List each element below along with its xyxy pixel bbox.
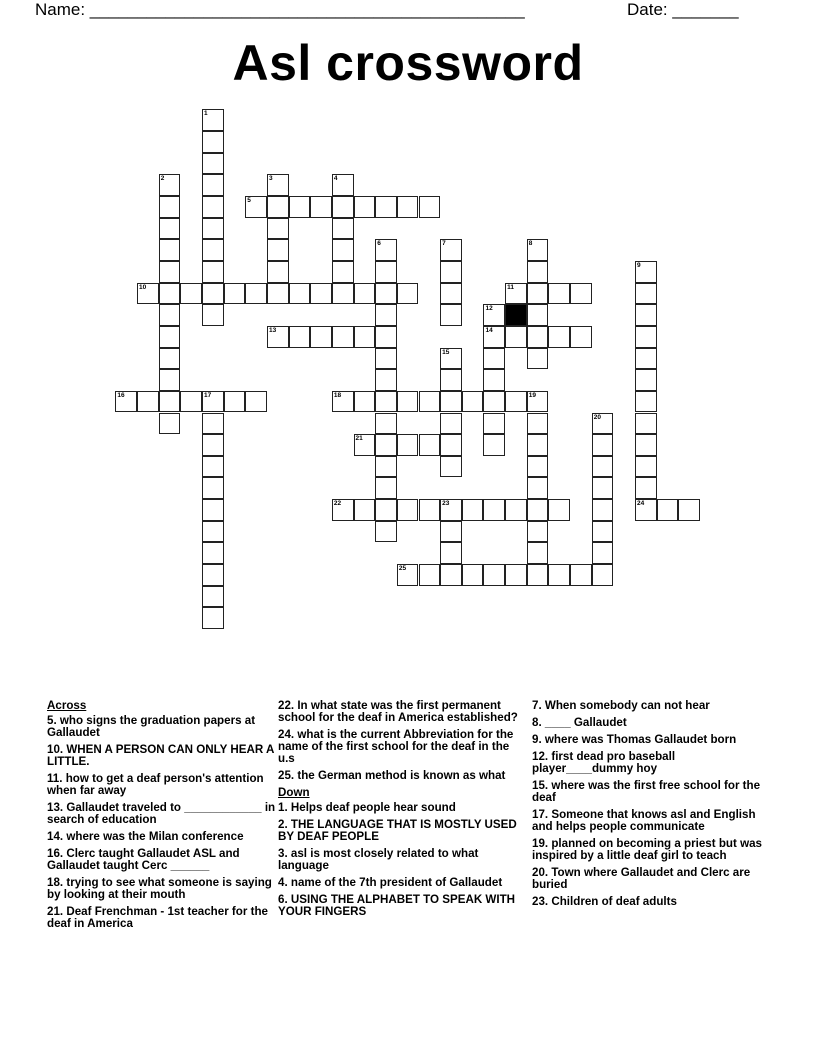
grid-cell[interactable] bbox=[354, 434, 376, 456]
grid-cell[interactable] bbox=[202, 499, 224, 521]
grid-cell[interactable] bbox=[527, 261, 549, 283]
grid-cell[interactable] bbox=[202, 239, 224, 261]
grid-cell[interactable] bbox=[527, 304, 549, 326]
grid-cell[interactable] bbox=[483, 326, 505, 348]
grid-cell[interactable] bbox=[354, 391, 376, 413]
grid-cell[interactable] bbox=[267, 174, 289, 196]
grid-cell[interactable] bbox=[483, 369, 505, 391]
grid-cell[interactable] bbox=[159, 391, 181, 413]
grid-cell[interactable] bbox=[267, 261, 289, 283]
grid-cell[interactable] bbox=[527, 326, 549, 348]
grid-cell[interactable] bbox=[657, 499, 679, 521]
grid-cell[interactable] bbox=[267, 218, 289, 240]
grid-cell[interactable] bbox=[202, 477, 224, 499]
grid-cell[interactable] bbox=[375, 434, 397, 456]
grid-cell[interactable] bbox=[310, 326, 332, 348]
grid-cell[interactable] bbox=[440, 434, 462, 456]
date-field: Date: _______ bbox=[627, 0, 739, 19]
grid-cell[interactable] bbox=[267, 239, 289, 261]
clue-across: 22. In what state was the first permanent school for the deaf in America established? bbox=[278, 699, 518, 724]
clue-number: 14 bbox=[485, 326, 493, 334]
grid-cell[interactable] bbox=[635, 369, 657, 391]
clue-number: 16 bbox=[117, 391, 125, 399]
grid-cell[interactable] bbox=[505, 283, 527, 305]
grid-cell[interactable] bbox=[635, 456, 657, 478]
grid-cell[interactable] bbox=[354, 326, 376, 348]
clue-number: 1 bbox=[204, 110, 208, 118]
grid-cell[interactable] bbox=[505, 499, 527, 521]
grid-cell[interactable] bbox=[245, 196, 267, 218]
grid-cell[interactable] bbox=[548, 283, 570, 305]
grid-cell[interactable] bbox=[440, 369, 462, 391]
clue-across: 25. the German method is known as what bbox=[278, 769, 506, 782]
grid-cell[interactable] bbox=[159, 283, 181, 305]
grid-cell[interactable] bbox=[527, 413, 549, 435]
grid-cell[interactable] bbox=[245, 283, 267, 305]
clue-down: 23. Children of deaf adults bbox=[532, 895, 677, 908]
black-cell bbox=[505, 304, 527, 326]
clue-number: 2 bbox=[160, 175, 165, 183]
clue-number: 3 bbox=[268, 175, 273, 183]
clue-down: 17. Someone that knows asl and English and helps people communicate bbox=[532, 808, 756, 833]
grid-cell[interactable] bbox=[224, 283, 246, 305]
clue-number: 15 bbox=[442, 348, 450, 356]
clue-down: 19. planned on becoming a priest but was inspired by a little deaf girl to teach bbox=[532, 837, 762, 862]
clue-number: 10 bbox=[139, 283, 147, 291]
grid-cell[interactable] bbox=[397, 196, 419, 218]
grid-cell[interactable] bbox=[527, 283, 549, 305]
grid-cell[interactable] bbox=[332, 218, 354, 240]
grid-cell[interactable] bbox=[159, 413, 181, 435]
grid-cell[interactable] bbox=[483, 434, 505, 456]
grid-cell[interactable] bbox=[224, 391, 246, 413]
grid-cell[interactable] bbox=[375, 326, 397, 348]
grid-cell[interactable] bbox=[202, 521, 224, 543]
grid-cell[interactable] bbox=[375, 391, 397, 413]
grid-cell[interactable] bbox=[419, 434, 441, 456]
grid-cell[interactable] bbox=[570, 326, 592, 348]
clues-column-2 bbox=[278, 700, 518, 923]
grid-cell[interactable] bbox=[354, 499, 376, 521]
grid-cell[interactable] bbox=[635, 477, 657, 499]
grid-cell[interactable] bbox=[202, 261, 224, 283]
grid-cell[interactable] bbox=[483, 564, 505, 586]
clue-down: 12. first dead pro baseball player____dummy hoy bbox=[532, 750, 676, 775]
grid-cell[interactable] bbox=[548, 564, 570, 586]
grid-cell[interactable] bbox=[548, 499, 570, 521]
grid-cell[interactable] bbox=[115, 391, 137, 413]
grid-cell[interactable] bbox=[375, 261, 397, 283]
grid-cell[interactable] bbox=[332, 283, 354, 305]
grid-cell[interactable] bbox=[202, 413, 224, 435]
clue-across: 11. how to get a deaf person's attention when far away bbox=[47, 772, 264, 797]
clue-down: 3. asl is most closely related to what language bbox=[278, 847, 479, 872]
grid-cell[interactable] bbox=[289, 283, 311, 305]
grid-cell[interactable] bbox=[332, 174, 354, 196]
grid-cell[interactable] bbox=[159, 174, 181, 196]
clue-number: 7 bbox=[442, 240, 446, 248]
grid-cell[interactable] bbox=[397, 434, 419, 456]
grid-cell[interactable] bbox=[483, 348, 505, 370]
grid-cell[interactable] bbox=[159, 369, 181, 391]
grid-cell[interactable] bbox=[397, 283, 419, 305]
grid-cell[interactable] bbox=[440, 564, 462, 586]
grid-cell[interactable] bbox=[527, 348, 549, 370]
grid-cell[interactable] bbox=[375, 239, 397, 261]
grid-cell[interactable] bbox=[332, 196, 354, 218]
grid-cell[interactable] bbox=[440, 283, 462, 305]
clue-number: 9 bbox=[637, 261, 641, 269]
grid-cell[interactable] bbox=[635, 499, 657, 521]
grid-cell[interactable] bbox=[635, 348, 657, 370]
grid-cell[interactable] bbox=[440, 521, 462, 543]
grid-cell[interactable] bbox=[440, 348, 462, 370]
grid-cell[interactable] bbox=[462, 391, 484, 413]
clue-across: 5. who signs the graduation papers at Gallaudet bbox=[47, 714, 256, 739]
grid-cell[interactable] bbox=[202, 283, 224, 305]
grid-cell[interactable] bbox=[483, 413, 505, 435]
clue-number: 8 bbox=[528, 240, 533, 248]
grid-cell[interactable] bbox=[375, 348, 397, 370]
grid-cell[interactable] bbox=[354, 196, 376, 218]
clues-column-1 bbox=[47, 700, 287, 935]
grid-cell[interactable] bbox=[527, 391, 549, 413]
grid-cell[interactable] bbox=[592, 413, 614, 435]
crossword-grid bbox=[116, 110, 716, 640]
grid-cell[interactable] bbox=[527, 477, 549, 499]
grid-cell[interactable] bbox=[505, 326, 527, 348]
clue-across: 16. Clerc taught Gallaudet ASL and Gallaudet taught Cerc ______ bbox=[47, 847, 240, 872]
grid-cell[interactable] bbox=[527, 564, 549, 586]
grid-cell[interactable] bbox=[375, 456, 397, 478]
clue-number: 13 bbox=[268, 326, 277, 334]
grid-cell[interactable] bbox=[678, 499, 700, 521]
grid-cell[interactable] bbox=[202, 131, 224, 153]
grid-cell[interactable] bbox=[180, 283, 202, 305]
grid-cell[interactable] bbox=[202, 391, 224, 413]
grid-cell[interactable] bbox=[527, 542, 549, 564]
clue-across: 14. where was the Milan conference bbox=[47, 830, 244, 843]
clue-down: 6. USING THE ALPHABET TO SPEAK WITH YOUR FINGERS bbox=[278, 893, 516, 918]
name-field: Name: ______________________________________________ bbox=[35, 0, 525, 19]
grid-cell[interactable] bbox=[202, 218, 224, 240]
grid-cell[interactable] bbox=[137, 283, 159, 305]
grid-cell[interactable] bbox=[462, 564, 484, 586]
grid-cell[interactable] bbox=[592, 434, 614, 456]
grid-cell[interactable] bbox=[592, 456, 614, 478]
grid-cell[interactable] bbox=[332, 239, 354, 261]
grid-cell[interactable] bbox=[332, 261, 354, 283]
clue-down: 2. THE LANGUAGE THAT IS MOSTLY USED BY DEAF PEOPLE bbox=[278, 818, 517, 843]
grid-cell[interactable] bbox=[159, 261, 181, 283]
clues-column-3 bbox=[532, 700, 772, 913]
clue-number: 4 bbox=[333, 175, 338, 183]
grid-cell[interactable] bbox=[289, 326, 311, 348]
grid-cell[interactable] bbox=[592, 477, 614, 499]
grid-cell[interactable] bbox=[375, 304, 397, 326]
grid-cell[interactable] bbox=[462, 499, 484, 521]
grid-cell[interactable] bbox=[202, 586, 224, 608]
clue-down: 20. Town where Gallaudet and Clerc are buried bbox=[532, 866, 751, 891]
grid-cell[interactable] bbox=[159, 218, 181, 240]
grid-cell[interactable] bbox=[635, 413, 657, 435]
grid-cell[interactable] bbox=[289, 196, 311, 218]
grid-cell[interactable] bbox=[592, 521, 614, 543]
clue-down: 4. name of the 7th president of Gallaudet bbox=[278, 876, 503, 889]
clue-number: 11 bbox=[507, 283, 514, 291]
grid-cell[interactable] bbox=[527, 521, 549, 543]
clue-down: 15. where was the first free school for the deaf bbox=[532, 779, 761, 804]
grid-cell[interactable] bbox=[483, 391, 505, 413]
clue-down: 8. ____ Gallaudet bbox=[532, 716, 627, 729]
clue-number: 17 bbox=[204, 391, 212, 399]
grid-cell[interactable] bbox=[202, 542, 224, 564]
clue-across: 21. Deaf Frenchman - 1st teacher for the deaf in America bbox=[47, 905, 268, 930]
clue-number: 12 bbox=[485, 305, 493, 313]
grid-cell[interactable] bbox=[419, 391, 441, 413]
grid-cell[interactable] bbox=[440, 542, 462, 564]
grid-cell[interactable] bbox=[440, 304, 462, 326]
grid-cell[interactable] bbox=[202, 109, 224, 131]
grid-cell[interactable] bbox=[310, 196, 332, 218]
grid-cell[interactable] bbox=[635, 391, 657, 413]
grid-cell[interactable] bbox=[202, 153, 224, 175]
grid-cell[interactable] bbox=[440, 239, 462, 261]
grid-cell[interactable] bbox=[180, 391, 202, 413]
clue-number: 23 bbox=[442, 500, 450, 508]
clue-number: 5 bbox=[247, 197, 251, 204]
grid-cell[interactable] bbox=[419, 196, 441, 218]
grid-cell[interactable] bbox=[159, 326, 181, 348]
grid-cell[interactable] bbox=[419, 564, 441, 586]
grid-cell[interactable] bbox=[440, 456, 462, 478]
clue-number: 20 bbox=[593, 413, 601, 421]
clue-number: 19 bbox=[528, 391, 536, 399]
grid-cell[interactable] bbox=[592, 499, 614, 521]
grid-cell[interactable] bbox=[332, 499, 354, 521]
grid-cell[interactable] bbox=[527, 456, 549, 478]
clue-across: 13. Gallaudet traveled to ____________ in search of education bbox=[47, 801, 276, 826]
grid-cell[interactable] bbox=[570, 283, 592, 305]
grid-cell[interactable] bbox=[592, 564, 614, 586]
grid-cell[interactable] bbox=[635, 304, 657, 326]
grid-cell[interactable] bbox=[375, 196, 397, 218]
clue-down: 1. Helps deaf people hear sound bbox=[278, 801, 456, 814]
grid-cell[interactable] bbox=[202, 456, 224, 478]
clue-number: 18 bbox=[333, 391, 342, 399]
grid-cell[interactable] bbox=[397, 391, 419, 413]
clue-across: 10. WHEN A PERSON CAN ONLY HEAR A LITTLE. bbox=[47, 743, 274, 768]
grid-cell[interactable] bbox=[635, 283, 657, 305]
across-heading: Across bbox=[47, 699, 87, 712]
grid-cell[interactable] bbox=[505, 564, 527, 586]
grid-cell[interactable] bbox=[635, 326, 657, 348]
grid-cell[interactable] bbox=[332, 391, 354, 413]
grid-cell[interactable] bbox=[527, 499, 549, 521]
grid-cell[interactable] bbox=[354, 283, 376, 305]
grid-cell[interactable] bbox=[202, 304, 224, 326]
grid-cell[interactable] bbox=[592, 542, 614, 564]
grid-cell[interactable] bbox=[267, 326, 289, 348]
grid-cell[interactable] bbox=[548, 326, 570, 348]
grid-cell[interactable] bbox=[635, 434, 657, 456]
grid-cell[interactable] bbox=[375, 413, 397, 435]
grid-cell[interactable] bbox=[159, 304, 181, 326]
grid-cell[interactable] bbox=[310, 283, 332, 305]
grid-cell[interactable] bbox=[375, 499, 397, 521]
grid-cell[interactable] bbox=[375, 521, 397, 543]
page-title: Asl crossword bbox=[232, 35, 584, 91]
grid-cell[interactable] bbox=[202, 607, 224, 629]
grid-cell[interactable] bbox=[159, 196, 181, 218]
grid-cell[interactable] bbox=[483, 304, 505, 326]
grid-cell[interactable] bbox=[440, 261, 462, 283]
grid-cell[interactable] bbox=[440, 499, 462, 521]
grid-cell[interactable] bbox=[397, 499, 419, 521]
grid-cell[interactable] bbox=[202, 196, 224, 218]
grid-cell[interactable] bbox=[375, 283, 397, 305]
grid-cell[interactable] bbox=[440, 413, 462, 435]
grid-cell[interactable] bbox=[527, 239, 549, 261]
clue-number: 22 bbox=[333, 500, 342, 508]
grid-cell[interactable] bbox=[267, 283, 289, 305]
grid-cell[interactable] bbox=[137, 391, 159, 413]
grid-cell[interactable] bbox=[527, 434, 549, 456]
grid-cell[interactable] bbox=[419, 499, 441, 521]
grid-cell[interactable] bbox=[505, 391, 527, 413]
clue-number: 24 bbox=[637, 500, 645, 508]
clue-number: 25 bbox=[398, 565, 407, 573]
grid-cell[interactable] bbox=[202, 174, 224, 196]
grid-cell[interactable] bbox=[483, 499, 505, 521]
grid-cell[interactable] bbox=[202, 434, 224, 456]
grid-cell[interactable] bbox=[570, 564, 592, 586]
grid-cell[interactable] bbox=[267, 196, 289, 218]
grid-cell[interactable] bbox=[332, 326, 354, 348]
grid-cell[interactable] bbox=[159, 239, 181, 261]
grid-cell[interactable] bbox=[159, 348, 181, 370]
grid-cell[interactable] bbox=[397, 564, 419, 586]
grid-cell[interactable] bbox=[375, 369, 397, 391]
down-heading: Down bbox=[278, 786, 310, 799]
grid-cell[interactable] bbox=[440, 391, 462, 413]
clue-across: 18. trying to see what someone is saying by looking at their mouth bbox=[47, 876, 272, 901]
clue-number: 21 bbox=[355, 435, 363, 443]
grid-cell[interactable] bbox=[245, 391, 267, 413]
clue-across: 24. what is the current Abbreviation for the name of the first school for the deaf in the u.s bbox=[278, 728, 514, 765]
clue-down: 9. where was Thomas Gallaudet born bbox=[532, 733, 737, 746]
grid-cell[interactable] bbox=[635, 261, 657, 283]
grid-cell[interactable] bbox=[202, 564, 224, 586]
grid-cell[interactable] bbox=[375, 477, 397, 499]
clue-down: 7. When somebody can not hear bbox=[532, 699, 710, 712]
clue-number: 6 bbox=[377, 240, 381, 248]
